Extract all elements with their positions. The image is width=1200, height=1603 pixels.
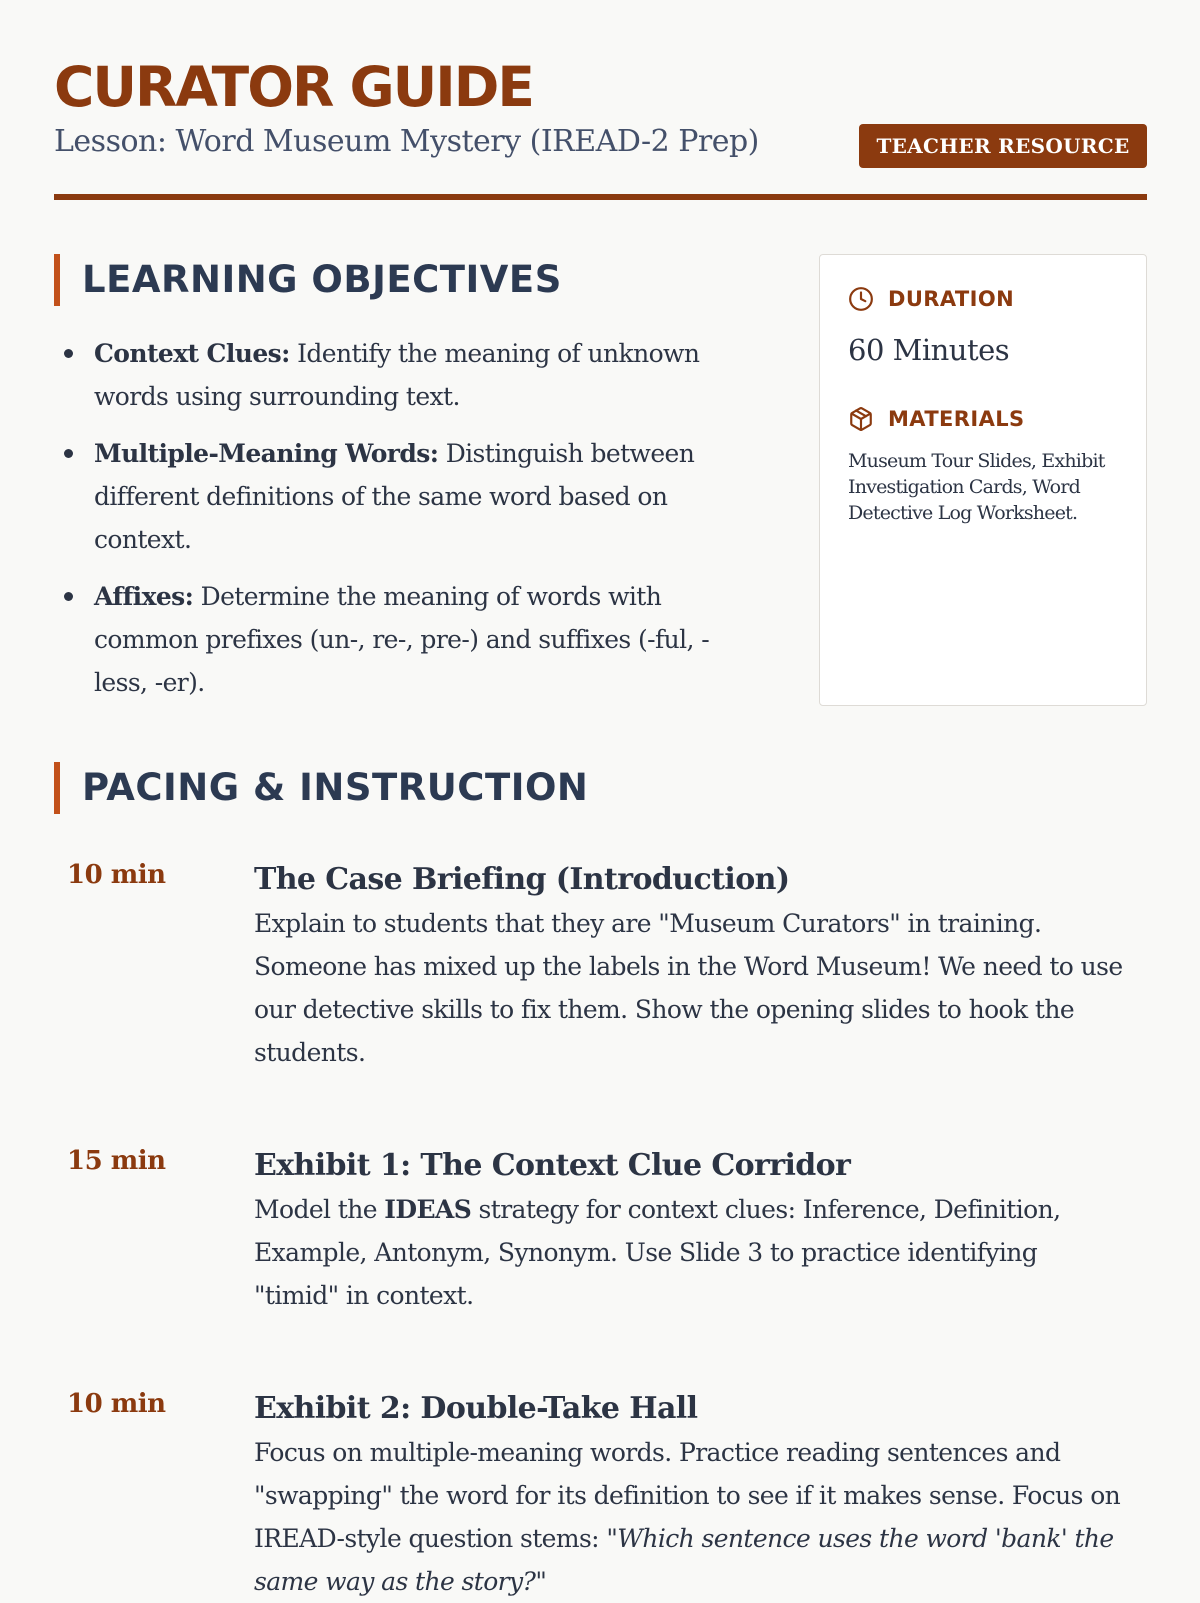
step-body: [254, 860, 1124, 1074]
step-duration: 15 min: [67, 1146, 166, 1176]
desc-text: Focus on multiple-meaning words. Practice reading sentences and "swapping" the word for its definition to see if it makes sense. Focus on IREAD-style question stems:: [254, 1438, 1121, 1553]
objectives-heading: LEARNING OBJECTIVES: [54, 254, 562, 306]
bullet: [64, 349, 73, 358]
objective-text: Determine the meaning of words with common prefixes (un-, re-, pre-) and suffixes (-ful, -less, -er).: [94, 582, 710, 697]
materials-label: MATERIALS: [888, 407, 1025, 431]
materials-list-text: Museum Tour Slides, Exhibit Investigation Cards, Word Detective Log Worksheet.: [848, 450, 1105, 524]
duration-label-row: [848, 284, 1014, 314]
step-title: Exhibit 1: The Context Clue Corridor: [254, 1148, 851, 1183]
step-title: Exhibit 2: Double-Take Hall: [254, 1391, 698, 1426]
step-duration: 10 min: [67, 1389, 166, 1419]
step-description: [254, 1431, 1124, 1603]
step-body: [254, 1146, 1124, 1317]
step-body: [254, 1389, 1124, 1603]
lesson-subtitle: Lesson: Word Museum Mystery (IREAD-2 Prep): [54, 124, 759, 159]
objective-term: Affixes:: [94, 582, 194, 611]
bullet: [64, 592, 73, 601]
teacher-resource-badge: TEACHER RESOURCE: [859, 124, 1147, 168]
objective-term: Context Clues:: [94, 339, 290, 368]
list-item: [54, 575, 754, 704]
bullet: [64, 449, 73, 458]
step-description: Explain to students that they are "Museum Curators" in training. Someone has mixed up the labels in the Word Museum! We need to use our detective skills to fix them. Show the opening slides to hook the students.: [254, 909, 1123, 1067]
objective-text: Identify the meaning of unknown words using surrounding text.: [94, 339, 700, 411]
header: [54, 0, 1147, 200]
duration-value: 60 Minutes: [848, 333, 1010, 367]
objectives-list: [54, 332, 754, 718]
objective-text: Distinguish between different definitions of the same word based on context.: [94, 439, 695, 554]
desc-text: Model the: [254, 1195, 385, 1224]
list-item: [54, 432, 754, 561]
pacing-heading: PACING & INSTRUCTION: [54, 762, 588, 814]
duration-label: DURATION: [888, 287, 1015, 311]
page-title: CURATOR GUIDE: [54, 55, 533, 119]
desc-text: strategy for context clues: Inference, Definition, Example, Antonym, Synonym. Use Slide 3 to practice identifying "timid" in context.: [254, 1195, 1061, 1310]
box-icon: [848, 406, 874, 432]
desc-quote: "Which sentence uses the word 'bank' the same way as the story?": [254, 1524, 1114, 1596]
step-duration: 10 min: [67, 860, 166, 890]
step-description: [254, 1188, 1124, 1317]
lesson-info-card: [819, 254, 1147, 706]
clock-icon: [848, 286, 874, 312]
materials-label-row: [848, 404, 1025, 434]
objective-term: Multiple-Meaning Words:: [94, 439, 439, 468]
step-title: The Case Briefing (Introduction): [254, 862, 790, 897]
lesson-guide-page: [54, 0, 1147, 1596]
list-item: [54, 332, 754, 418]
desc-strong: IDEAS: [384, 1195, 472, 1224]
